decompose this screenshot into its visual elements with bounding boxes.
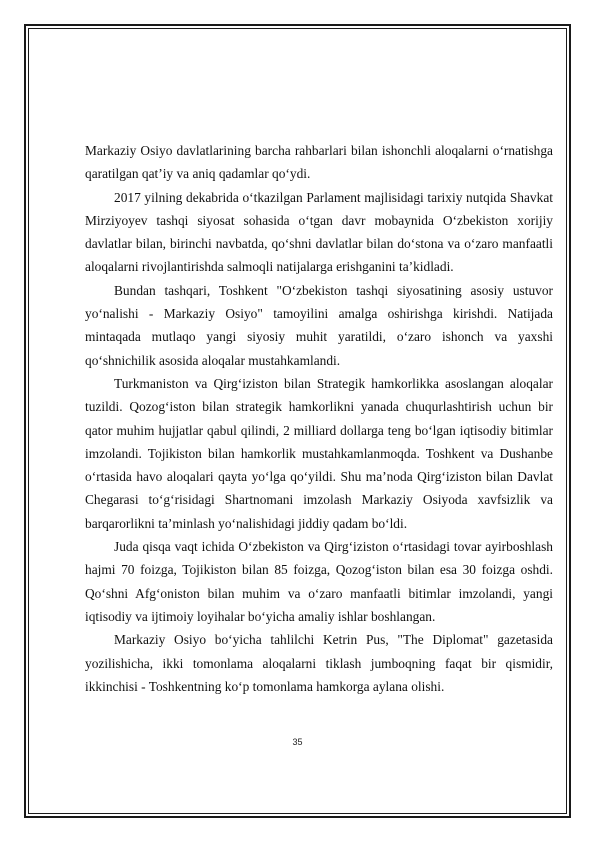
paragraph-2: 2017 yilning dekabrida o‘tkazilgan Parlament majlisidagi tarixiy nutqida Shavkat Mirziyoyev tashqi siyosat sohasida o‘tgan davr mobaynida O‘zbekiston xorijiy davlatlar bilan, birinchi navbatda, qo‘shni davlatlar bilan do‘stona va o‘zaro manfaatli aloqalarni rivojlantirishda salmoqli natijalarga erishganini ta’kidladi. [85,189,553,275]
page-number: 35 [292,737,303,747]
paragraph-4: Turkmaniston va Qirg‘iziston bilan Strategik hamkorlikka asoslangan aloqalar tuzildi. Qozog‘iston bilan strategik hamkorlikni yanada chuqurlashtirish uchun bir qator muhim hujjatlar qabul qilindi, 2 milliard dollarga teng bo‘lgan iqtisodiy bitimlar imzolandi. Tojikiston bilan hamkorlik mustahkamlanmoqda. Toshkent va Dushanbe o‘rtasida havo aloqalari qayta yo‘lga qo‘yildi. Shu ma’noda Qirg‘iziston bilan Davlat Chegarasi to‘g‘risidagi Shartnomani imzolash Markaziy Osiyoda xavfsizlik va barqarorlikni ta’minlash yo‘nalishidagi jiddiy qadam bo‘ldi. [85,375,553,531]
document-body [85,139,553,698]
paragraph-6: Markaziy Osiyo bo‘yicha tahlilchi Ketrin Pus, "The Diplomat" gazetasida yozilishicha, ikki tomonlama aloqalarni tiklash jumboqning faqat bir qismidir, ikkinchisi - Toshkentning ko‘p tomonlama hamkorga aylana olishi. [85,632,553,694]
paragraph-5: Juda qisqa vaqt ichida O‘zbekiston va Qirg‘iziston o‘rtasidagi tovar ayirboshlash hajmi 70 foizga, Tojikiston bilan 85 foizga, Qozog‘iston bilan esa 30 foizga oshdi. Qo‘shni Afg‘oniston bilan muhim va o‘zaro manfaatli bitimlar imzolandi, yangi iqtisodiy va ijtimoiy loyihalar bo‘yicha amaliy ishlar boshlangan. [85,539,553,624]
paragraph-3: Bundan tashqari, Toshkent "O‘zbekiston tashqi siyosatining asosiy ustuvor yo‘nalishi - Markaziy Osiyo" tamoyilini amalga oshirishga kirishdi. Natijada mintaqada mutlaqo yangi siyosiy muhit yaratildi, o‘zaro ishonch va yaxshi qo‘shnichilik asosida aloqalar mustahkamlandi. [85,282,553,368]
paragraph-1: Markaziy Osiyo davlatlarining barcha rahbarlari bilan ishonchli aloqalarni o‘rnatishga qaratilgan qat’iy va aniq qadamlar qo‘ydi. [85,143,553,182]
